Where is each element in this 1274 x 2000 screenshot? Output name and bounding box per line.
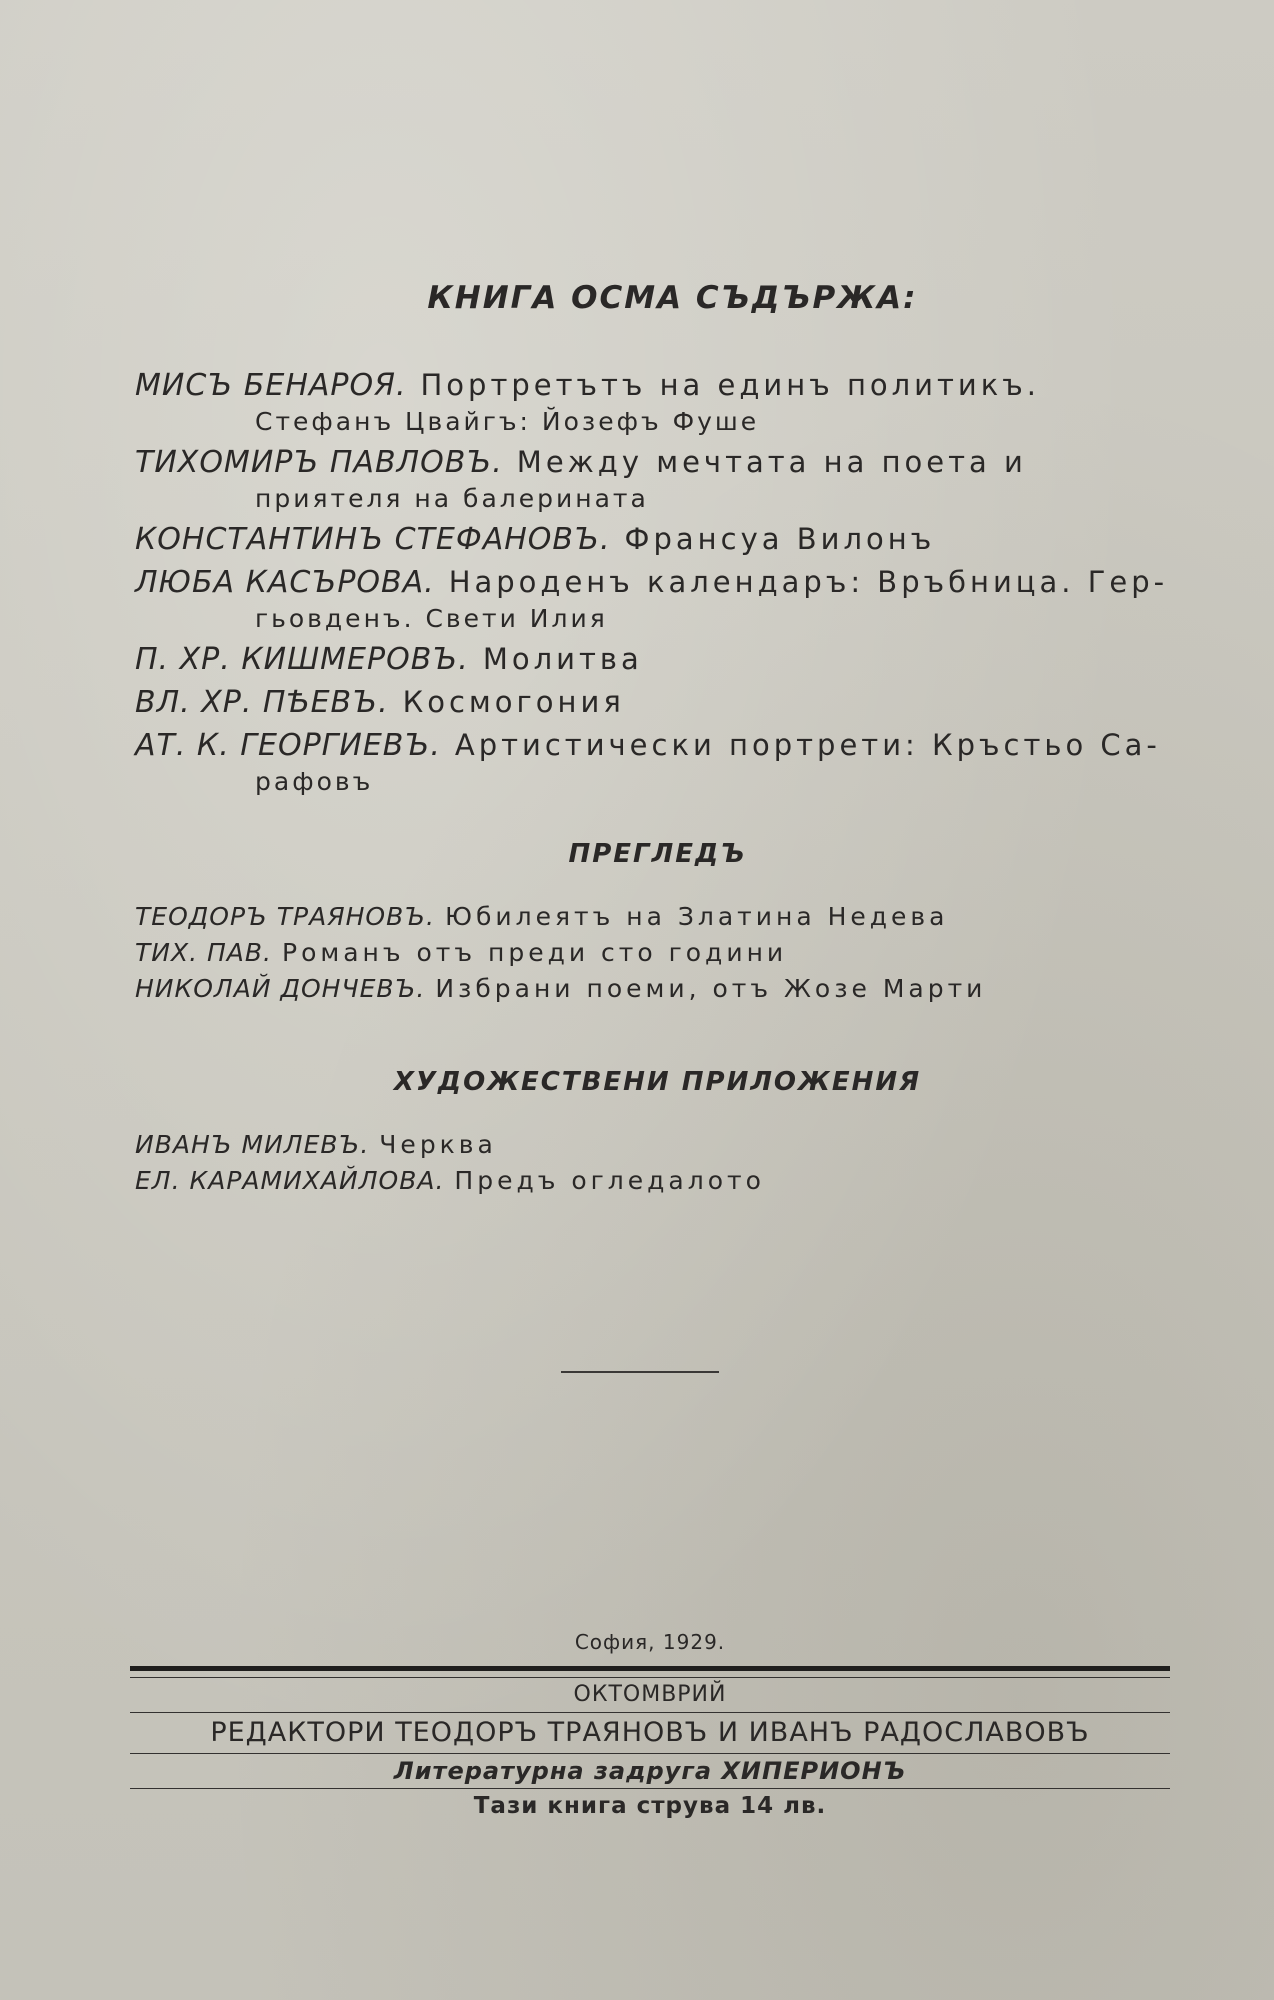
list-item <box>135 1127 1180 1163</box>
entries-list <box>135 366 1180 799</box>
entry-author: ВЛ. ХР. ПѢЕВЪ. <box>135 685 389 720</box>
list-item <box>135 640 1180 679</box>
imprint-rule-thick <box>130 1666 1170 1671</box>
imprint-price: Тази книга струва 14 лв. <box>473 1793 827 1819</box>
appendix-work: Предъ огледалото <box>454 1166 765 1195</box>
review-work: Избрани поеми, отъ Жозе Марти <box>435 974 987 1003</box>
imprint <box>130 1630 1170 1821</box>
entry-subtitle: Стефанъ Цвайгъ: Йозефъ Фуше <box>255 407 760 436</box>
entry-work: Космогония <box>402 685 625 719</box>
appendix-author: ЕЛ. КАРАМИХАЙЛОВА. <box>135 1166 445 1195</box>
imprint-rule <box>130 1753 1170 1754</box>
list-item <box>135 366 1180 439</box>
imprint-rule <box>130 1712 1170 1713</box>
review-author: ТИХ. ПАВ. <box>135 938 272 967</box>
section-divider <box>561 1371 719 1373</box>
imprint-editors: РЕДАКТОРИ ТЕОДОРЪ ТРАЯНОВЪ И ИВАНЪ РАДОСЛАВОВЪ <box>210 1717 1090 1748</box>
entry-work: Народенъ календаръ: Връбница. Гер- <box>448 565 1169 599</box>
table-of-contents <box>135 280 1180 1199</box>
imprint-city: София, 1929. <box>574 1630 726 1654</box>
entry-subtitle: гьовденъ. Свети Илия <box>255 604 608 633</box>
imprint-month: ОКТОМВРИЙ <box>573 1682 727 1707</box>
entry-subtitle: рафовъ <box>255 767 374 796</box>
review-work: Романъ отъ преди сто години <box>282 938 788 967</box>
imprint-rule <box>130 1788 1170 1789</box>
entry-work: Франсуа Вилонъ <box>624 522 936 556</box>
entry-author: МИСЪ БЕНАРОЯ. <box>135 368 407 403</box>
list-item <box>135 726 1180 799</box>
list-item <box>135 899 1180 935</box>
review-heading: ПРЕГЛЕДЪ <box>568 839 747 869</box>
contents-heading: КНИГА ОСМА СЪДЪРЖА: <box>427 280 918 316</box>
list-item <box>135 563 1180 636</box>
imprint-rule <box>130 1677 1170 1678</box>
review-list <box>135 899 1180 1007</box>
entry-author: ЛЮБА КАСЪРОВА. <box>135 565 435 600</box>
entry-author: ТИХОМИРЪ ПАВЛОВЪ. <box>135 445 503 480</box>
list-item <box>135 935 1180 971</box>
list-item <box>135 683 1180 722</box>
review-author: ТЕОДОРЪ ТРАЯНОВЪ. <box>135 902 435 931</box>
list-item <box>135 520 1180 559</box>
entry-author: КОНСТАНТИНЪ СТЕФАНОВЪ. <box>135 522 611 557</box>
imprint-society: Литературна задруга ХИПЕРИОНЪ <box>393 1757 907 1785</box>
entry-work: Артистически портрети: Кръстьо Са- <box>454 728 1161 762</box>
entry-author: АТ. К. ГЕОРГИЕВЪ. <box>135 728 441 763</box>
list-item <box>135 971 1180 1007</box>
entry-author: П. ХР. КИШМЕРОВЪ. <box>135 642 469 677</box>
review-work: Юбилеятъ на Златина Недева <box>445 902 949 931</box>
review-author: НИКОЛАЙ ДОНЧЕВЪ. <box>135 974 426 1003</box>
entry-work: Молитва <box>482 642 643 676</box>
appendices-list <box>135 1127 1180 1199</box>
entry-work: Портретътъ на единъ политикъ. <box>420 368 1040 402</box>
list-item <box>135 1163 1180 1199</box>
entry-work: Между мечтата на поета и <box>516 445 1027 479</box>
appendix-author: ИВАНЪ МИЛЕВЪ. <box>135 1130 370 1159</box>
appendices-heading: ХУДОЖЕСТВЕНИ ПРИЛОЖЕНИЯ <box>393 1067 922 1097</box>
list-item <box>135 443 1180 516</box>
entry-subtitle: приятеля на балерината <box>255 484 649 513</box>
appendix-work: Черква <box>379 1130 497 1159</box>
